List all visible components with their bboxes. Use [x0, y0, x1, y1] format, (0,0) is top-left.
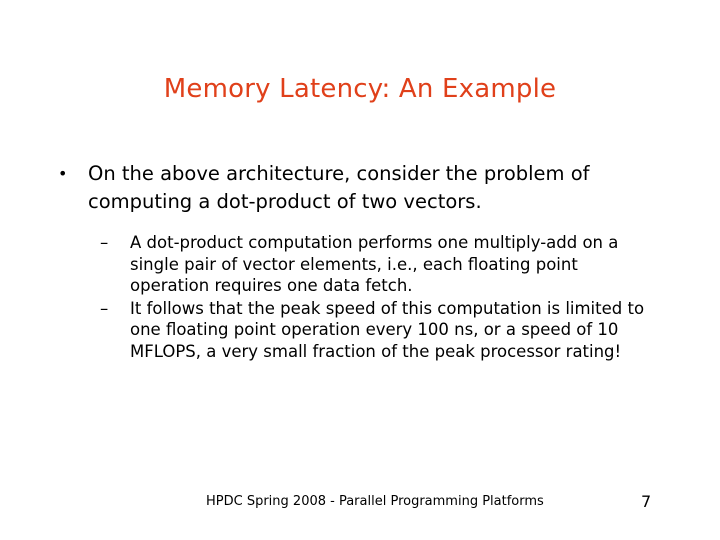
bullet-marker: • [58, 164, 68, 183]
subbullet-list [100, 232, 660, 362]
subbullet-marker: – [100, 298, 109, 318]
bullet-list [58, 160, 678, 363]
subbullet-text: A dot-product computation performs one multiply-add on a single pair of vector elements, i.e., each floating point operation requires one data fetch. [130, 233, 619, 295]
bullet-item [58, 160, 678, 216]
slide-title: Memory Latency: An Example [163, 74, 557, 104]
subbullet-marker: – [100, 233, 109, 252]
page-number: 7 [641, 492, 652, 511]
subbullet-item [100, 298, 660, 363]
slide-footer: HPDC Spring 2008 - Parallel Programming Platforms [206, 494, 544, 509]
bullet-text: On the above architecture, consider the problem of computing a dot-product of two vectors. [88, 162, 590, 213]
subbullet-item [100, 232, 660, 297]
subbullet-text: It follows that the peak speed of this computation is limited to one floating point operation every 100 ns, or a speed of 10 MFLOPS, a very small fraction of the peak processor rating! [130, 298, 645, 361]
